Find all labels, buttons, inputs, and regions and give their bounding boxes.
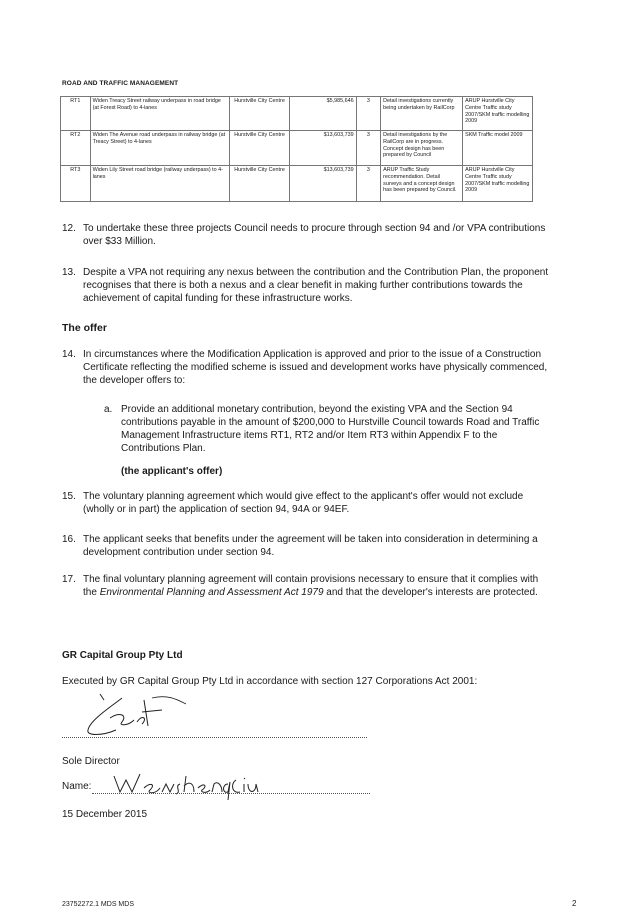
paragraph-17-text-end: and that the developer's interests are protected. bbox=[323, 587, 538, 598]
applicant-offer-label: (the applicant's offer) bbox=[121, 466, 223, 477]
row-location: Hurstville City Centre bbox=[230, 97, 289, 131]
row-id: RT1 bbox=[61, 97, 91, 131]
table-row bbox=[61, 97, 533, 131]
rt-table bbox=[60, 96, 533, 202]
offer-heading: The offer bbox=[62, 322, 107, 334]
row-priority: 3 bbox=[356, 166, 381, 202]
row-description: Widen Treacy Street railway underpass in road bridge (at Forest Road) to 4-lanes bbox=[90, 97, 230, 131]
act-title: Environmental Planning and Assessment Act 1979 bbox=[99, 587, 324, 598]
row-priority: 3 bbox=[356, 97, 381, 131]
paragraph-number: a. bbox=[104, 404, 113, 415]
paragraph-12: To undertake these three projects Council needs to procure through section 94 and /or VPA contributions over $33 Million. bbox=[83, 223, 546, 247]
paragraph-number: 13. bbox=[62, 267, 76, 278]
table-row bbox=[61, 166, 533, 202]
paragraph-number: 15. bbox=[62, 491, 76, 502]
row-id: RT3 bbox=[61, 166, 91, 202]
paragraph-number: 12. bbox=[62, 223, 76, 234]
row-source: ARUP Hurstville City Centre Traffic study 2007/SKM traffic modelling 2009 bbox=[463, 166, 533, 202]
name-label: Name: bbox=[62, 781, 92, 792]
row-description: Widen Lily Street road bridge (railway underpass) to 4-lanes bbox=[90, 166, 230, 202]
paragraph-number: 16. bbox=[62, 534, 76, 545]
paragraph-14a: Provide an additional monetary contribution, beyond the existing VPA and the Section 94 contributions payable in the amount of $200,000 to Hurstville Council towards Road and Traffic Management Infrastructure items RT1, RT2 and/or Item RT3 within Appendix F to the Contributions Plan. bbox=[121, 404, 540, 454]
role-label: Sole Director bbox=[62, 756, 120, 767]
row-source: ARUP Hurstville City Centre Traffic study 2007/SKM traffic modelling 2009 bbox=[463, 97, 533, 131]
row-priority: 3 bbox=[356, 131, 381, 166]
row-description: Widen The Avenue road underpass in railway bridge (at Treacy Street) to 4-lanes bbox=[90, 131, 230, 166]
signature-date: 15 December 2015 bbox=[62, 809, 148, 820]
row-cost: $13,603,739 bbox=[289, 131, 356, 166]
paragraph-16: The applicant seeks that benefits under the agreement will be taken into consideration in determining a development contribution under section 94. bbox=[83, 534, 538, 558]
row-id: RT2 bbox=[61, 131, 91, 166]
row-cost: $13,603,739 bbox=[289, 166, 356, 202]
paragraph-17-text: The final voluntary planning agreement will contain provisions necessary to ensure that it complies with the bbox=[83, 574, 539, 598]
document-reference: 23752272.1 MDS MDS bbox=[62, 901, 134, 908]
row-status: Detail investigations currently being undertaken by RailCorp bbox=[381, 97, 463, 131]
paragraph-17 bbox=[83, 573, 553, 599]
row-status: ARUP Traffic Study recommendation. Detail surveys and a concept design has been prepared by Council. bbox=[381, 166, 463, 202]
row-status: Detail investigations by the RailCorp are in progress. Concept design has been prepared by Council bbox=[381, 131, 463, 166]
signature-line bbox=[62, 737, 367, 738]
execution-clause: Executed by GR Capital Group Pty Ltd in accordance with section 127 Corporations Act 2001: bbox=[62, 676, 478, 687]
section-header: ROAD AND TRAFFIC MANAGEMENT bbox=[62, 80, 179, 87]
company-name: GR Capital Group Pty Ltd bbox=[62, 650, 183, 661]
row-location: Hurstville City Centre bbox=[230, 166, 289, 202]
handwritten-name-drawing bbox=[110, 770, 260, 800]
row-cost: $5,985,646 bbox=[289, 97, 356, 131]
paragraph-14: In circumstances where the Modification Application is approved and prior to the issue of a Construction Certificate reflecting the modified scheme is issued and development works have physically commenced, the developer offers to: bbox=[83, 349, 548, 386]
paragraph-15: The voluntary planning agreement which would give effect to the applicant's offer would not exclude (wholly or in part) the application of section 94, 94A or 94EF. bbox=[83, 491, 524, 515]
row-source: SKM Traffic model 2009 bbox=[463, 131, 533, 166]
row-location: Hurstville City Centre bbox=[230, 131, 289, 166]
paragraph-number: 14. bbox=[62, 349, 76, 360]
name-line bbox=[92, 793, 370, 794]
paragraph-13: Despite a VPA not requiring any nexus between the contribution and the Contribution Plan, the proponent recognises that there is both a nexus and a clear benefit in making further contributions towards the achievement of capital funding for these infrastructure works. bbox=[83, 267, 549, 304]
paragraph-number: 17. bbox=[62, 574, 76, 585]
table-row bbox=[61, 131, 533, 166]
page-number: 2 bbox=[572, 899, 577, 908]
signature-director-drawing bbox=[82, 690, 192, 740]
